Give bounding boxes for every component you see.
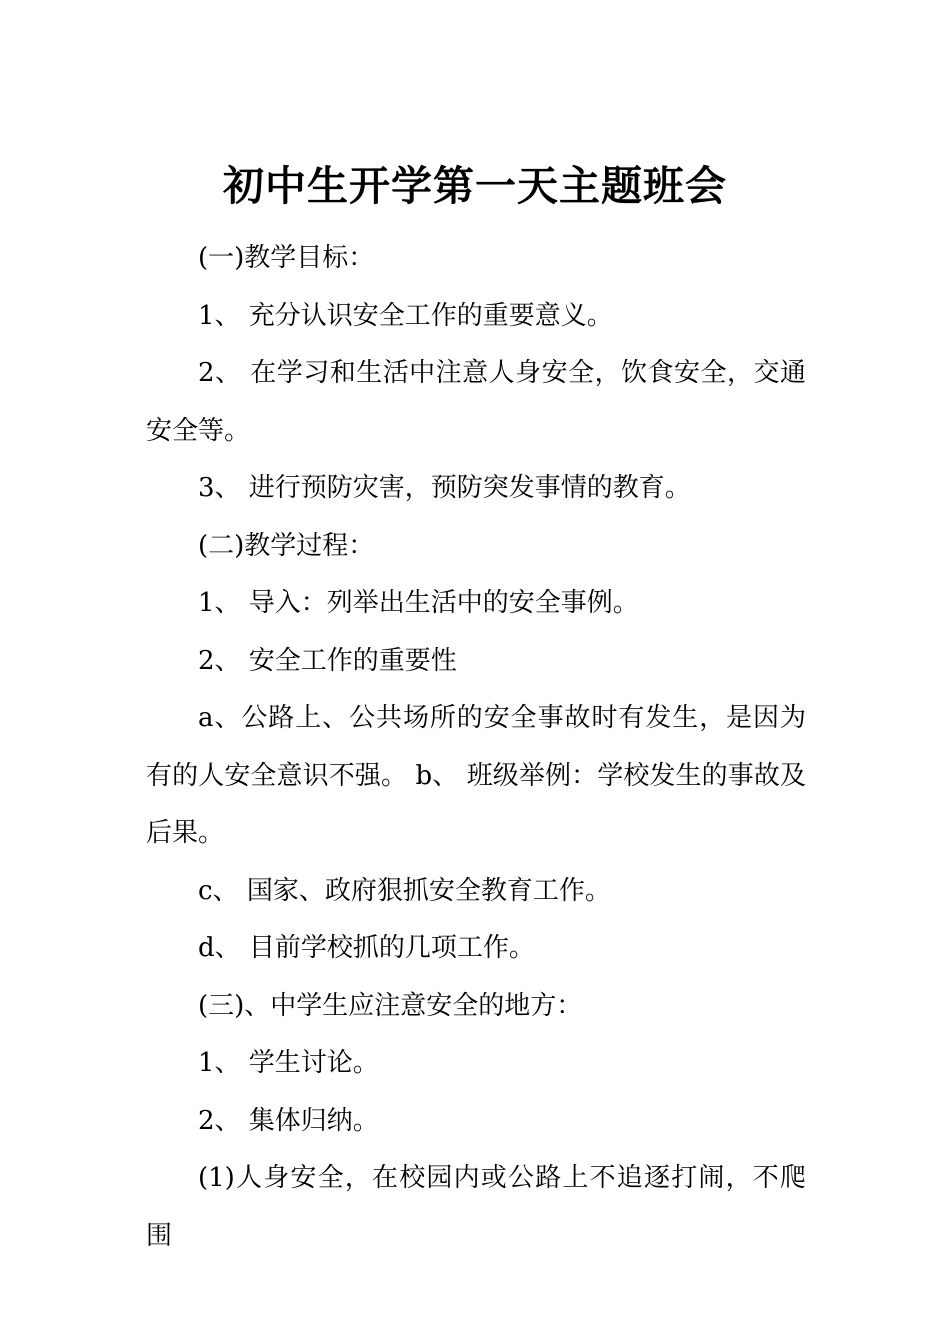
objective-item-1: 1、 充分认识安全工作的重要意义。 bbox=[198, 300, 613, 331]
safety-item-1: 1、 学生讨论。 bbox=[198, 1048, 379, 1078]
section-heading-objectives: (一)教学目标： bbox=[198, 243, 375, 273]
document-title: 初中生开学第一天主题班会 bbox=[223, 162, 727, 210]
process-subitem-a-b: a、公路上、公共场所的安全事故时有发生，是因为有的人安全意识不强。 b、 班级举例：学校发生的事故及后果。 bbox=[146, 703, 806, 848]
safety-item-2: 2、 集体归纳。 bbox=[198, 1105, 379, 1136]
document-body bbox=[146, 230, 806, 1265]
objective-item-2: 2、 在学习和生活中注意人身安全，饮食安全，交通安全等。 bbox=[146, 358, 806, 446]
safety-subitem-1: (1)人身安全，在校园内或公路上不追逐打闹，不爬围 bbox=[146, 1163, 806, 1251]
objective-item-3: 3、 进行预防灾害，预防突发事情的教育。 bbox=[198, 473, 691, 503]
process-item-2: 2、 安全工作的重要性 bbox=[198, 645, 457, 676]
section-heading-safety-places: (三)、中学生应注意安全的地方： bbox=[198, 990, 583, 1021]
process-subitem-d: d、 目前学校抓的几项工作。 bbox=[198, 933, 535, 963]
process-item-1: 1、 导入：列举出生活中的安全事例。 bbox=[198, 588, 639, 618]
process-subitem-c: c、 国家、政府狠抓安全教育工作。 bbox=[198, 875, 611, 906]
section-heading-process: (二)教学过程： bbox=[198, 530, 375, 561]
